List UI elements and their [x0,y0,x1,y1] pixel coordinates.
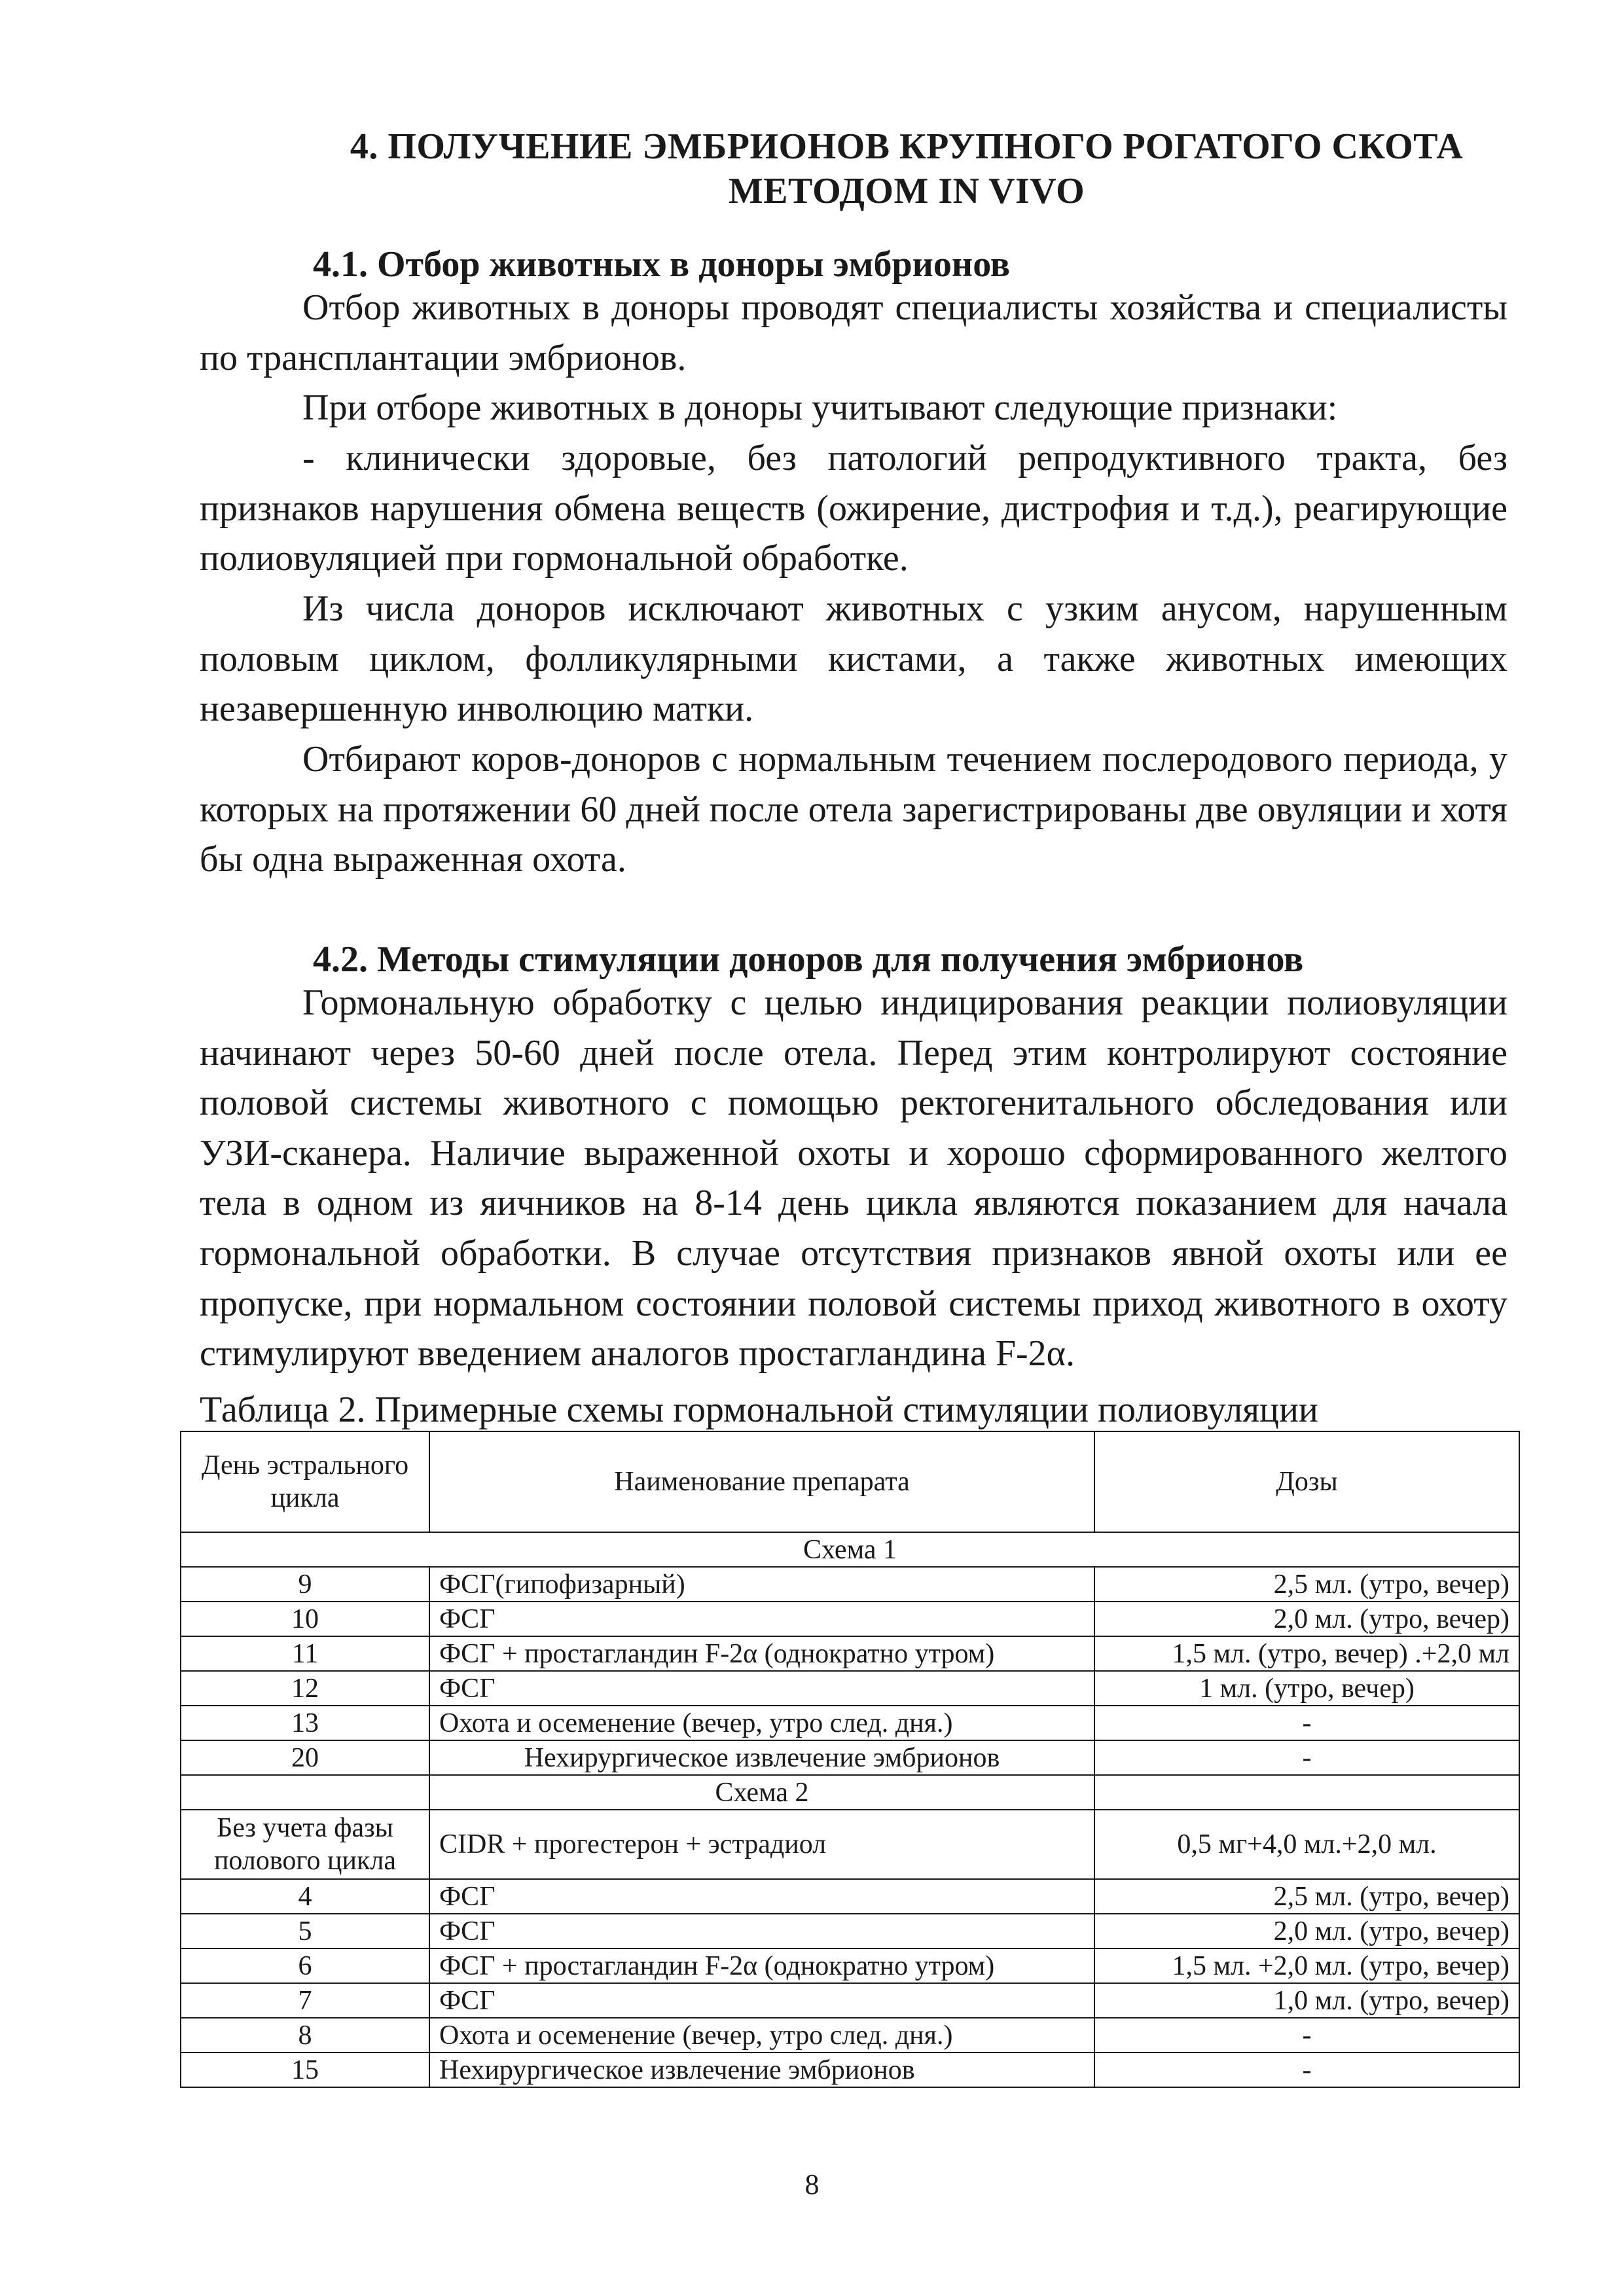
cell-drug: ФСГ [429,1879,1094,1914]
cell-day: 15 [181,2053,429,2087]
cell-dose: 1,5 мл. +2,0 мл. (утро, вечер) [1094,1948,1519,1983]
table-row [181,1636,1519,1671]
table-row [181,1567,1519,1602]
cell-day: 13 [181,1706,429,1740]
cell-dose: 2,5 мл. (утро, вечер) [1094,1879,1519,1914]
table-row [181,2018,1519,2053]
table-row [181,2053,1519,2087]
table-row [181,1706,1519,1740]
cell-day: 9 [181,1567,429,1602]
table-row [181,1879,1519,1914]
empty-cell [1094,1775,1519,1810]
header-day: День эстрального цикла [181,1431,429,1532]
cell-dose: 2,0 мл. (утро, вечер) [1094,1602,1519,1636]
chapter-title [301,124,1512,213]
cell-dose: 1,0 мл. (утро, вечер) [1094,1983,1519,2018]
paragraph: Гормональную обработку с целью индицирования реакции полиовуляции начинают через 50-60 дней после отела. Перед этим контролируют состояние половой системы животного с помощью ректогенитального обследования или УЗИ-сканера. Наличие выраженной охоты и хорошо сформированного желтого тела в одном из яичников на 8-14 день цикла являются показанием для начала гормональной обработки. В случае отсутствия признаков явной охоты или ее пропуске, при нормальном состоянии половой системы приход животного в охоту стимулируют введением аналогов простагландина F-2α. [200,982,1507,1374]
section-4-1-title: 4.1. Отбор животных в доноры эмбрионов [313,244,1011,285]
cell-drug: CIDR + прогестерон + эстрадиол [429,1810,1094,1879]
paragraph: Отбор животных в доноры проводят специалисты хозяйства и специалисты по трансплантации эмбрионов. [200,287,1507,378]
cell-day: 8 [181,2018,429,2053]
cell-drug: ФСГ [429,1983,1094,2018]
cell-drug: Нехирургическое извлечение эмбрионов [429,1740,1094,1775]
cell-day: 7 [181,1983,429,2018]
page-number: 8 [804,2168,820,2200]
cell-drug: Охота и осеменение (вечер, утро след. дня.) [429,2018,1094,2053]
cell-day: 20 [181,1740,429,1775]
header-drug: Наименование препарата [429,1431,1094,1532]
table-caption: Таблица 2. Примерные схемы гормональной стимуляции полиовуляции [200,1390,1318,1430]
cell-dose: - [1094,2053,1519,2087]
cell-dose: - [1094,2018,1519,2053]
table-row [181,1948,1519,1983]
table-row [181,1914,1519,1948]
paragraph: Из числа доноров исключают животных с узким анусом, нарушенным половым циклом, фолликулярными кистами, а также животных имеющих незавершенную инволюцию матки. [200,588,1507,730]
cell-drug: ФСГ [429,1914,1094,1948]
cell-drug: Охота и осеменение (вечер, утро след. дня.) [429,1706,1094,1740]
empty-cell [181,1775,429,1810]
scheme-row [181,1775,1519,1810]
header-dose: Дозы [1094,1431,1519,1532]
paragraph: При отборе животных в доноры учитывают следующие признаки: [302,387,1338,428]
cell-dose: 1,5 мл. (утро, вечер) .+2,0 мл [1094,1636,1519,1671]
cell-drug: ФСГ [429,1602,1094,1636]
table-row [181,1983,1519,2018]
chapter-title-line-2: МЕТОДОМ IN VIVO [728,171,1085,211]
table-row [181,1810,1519,1879]
cell-drug: ФСГ + простагландин F-2α (однократно утром) [429,1636,1094,1671]
cell-dose: 0,5 мг+4,0 мл.+2,0 мл. [1094,1810,1519,1879]
cell-day: 4 [181,1879,429,1914]
cell-drug: Нехирургическое извлечение эмбрионов [429,2053,1094,2087]
table-row [181,1671,1519,1706]
section-4-2-title: 4.2. Методы стимуляции доноров для получения эмбрионов [313,939,1304,980]
scheme-row [181,1532,1519,1567]
cell-dose: 1 мл. (утро, вечер) [1094,1671,1519,1706]
cell-day: 6 [181,1948,429,1983]
cell-dose: - [1094,1740,1519,1775]
cell-day: 12 [181,1671,429,1706]
paragraph: Отбирают коров-доноров с нормальным течением послеродового периода, у которых на протяжении 60 дней после отела зарегистрированы две овуляции и хотя бы одна выраженная охота. [200,739,1507,880]
scheme-1-label: Схема 1 [181,1532,1519,1567]
chapter-title-line-1: 4. ПОЛУЧЕНИЕ ЭМБРИОНОВ КРУПНОГО РОГАТОГО СКОТА [350,126,1464,167]
table-row [181,1602,1519,1636]
cell-day: 10 [181,1602,429,1636]
cell-drug: ФСГ + простагландин F-2α (однократно утром) [429,1948,1094,1983]
table-row [181,1740,1519,1775]
scheme-2-label: Схема 2 [429,1775,1094,1810]
cell-drug: ФСГ(гипофизарный) [429,1567,1094,1602]
cell-day: 5 [181,1914,429,1948]
cell-dose: - [1094,1706,1519,1740]
table-header-row [181,1431,1519,1532]
cell-drug: ФСГ [429,1671,1094,1706]
cell-day: Без учета фазы полового цикла [181,1810,429,1879]
cell-day: 11 [181,1636,429,1671]
list-item: - клинически здоровые, без патологий репродуктивного тракта, без признаков нарушения обмена веществ (ожирение, дистрофия и т.д.), реагирующие полиовуляцией при гормональной обработке. [200,438,1507,579]
hormone-scheme-table [180,1431,1520,2088]
cell-dose: 2,0 мл. (утро, вечер) [1094,1914,1519,1948]
cell-dose: 2,5 мл. (утро, вечер) [1094,1567,1519,1602]
